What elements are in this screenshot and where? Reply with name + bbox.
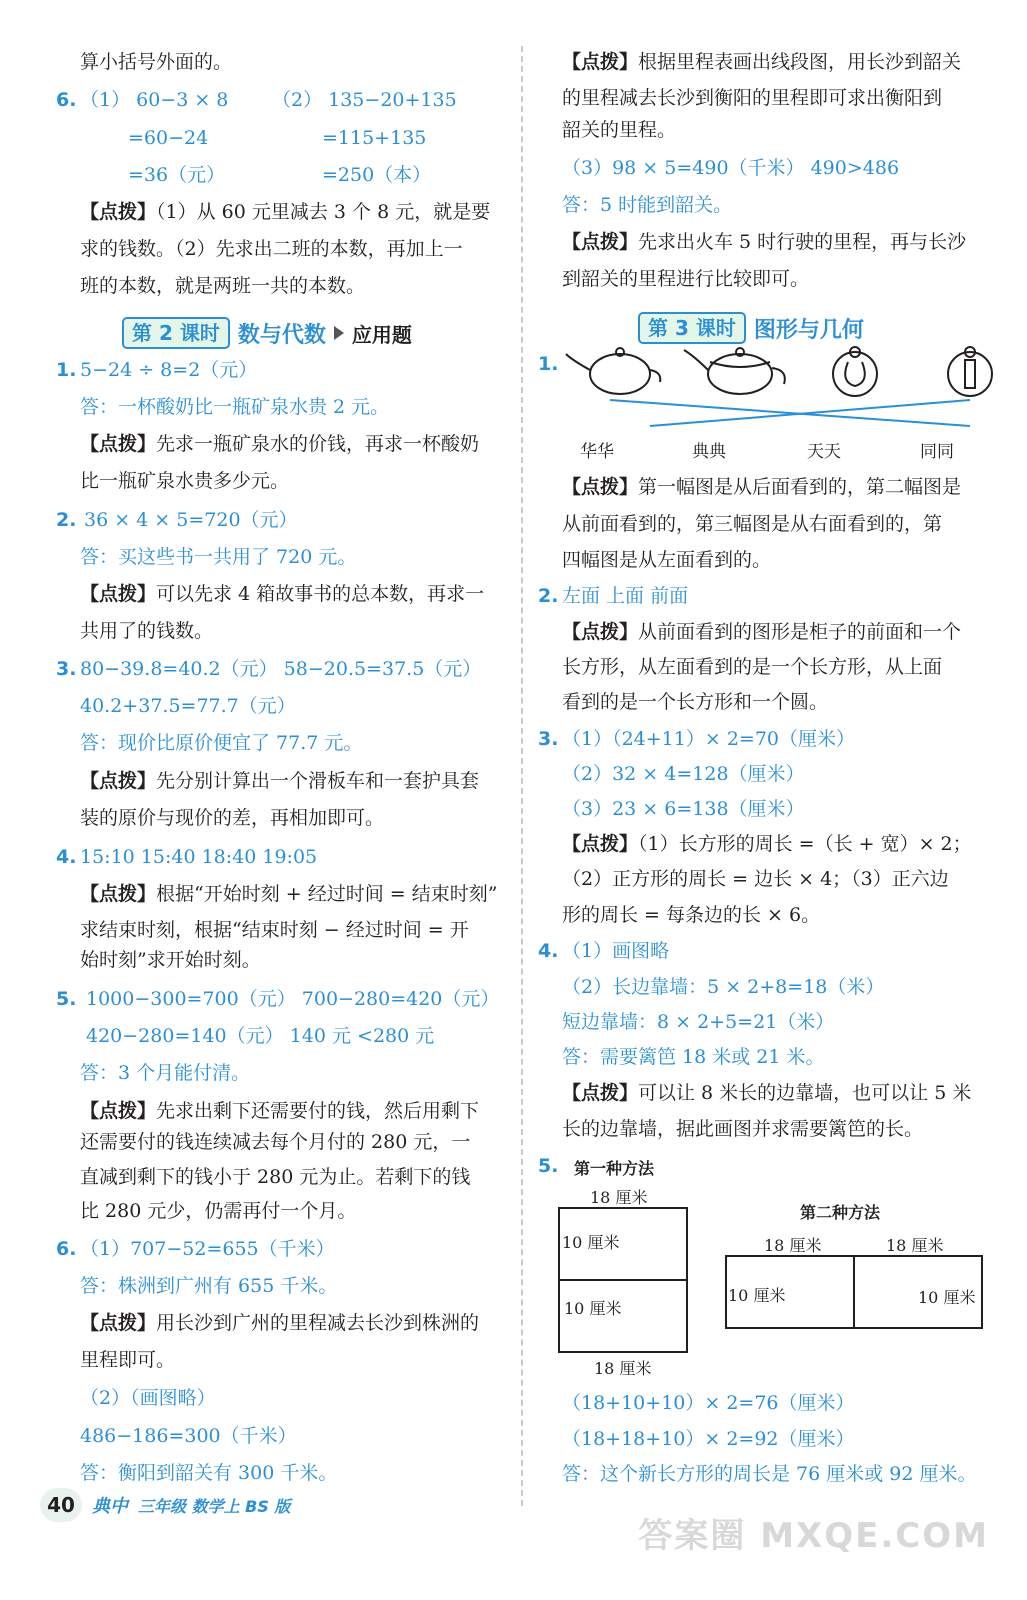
tip-text: 先求出火车 5 时行驶的里程，再与长沙 (638, 231, 967, 253)
section-subtitle: 应用题 (351, 322, 412, 347)
tip-text: 先分别计算出一个滑板车和一套护具套 (156, 770, 480, 792)
tip-label: 【点拨】 (562, 51, 639, 73)
tip-line: 里程即可。 (80, 1349, 176, 1371)
tip-label: 【点拨】 (562, 833, 639, 855)
tip-line: 长方形，从左面看到的是一个长方形，从上面 (562, 656, 943, 678)
section-header (638, 311, 864, 345)
tip-line (562, 832, 972, 856)
answer: 答：买这些书一共用了 720 元。 (80, 546, 357, 568)
equation: （18+10+10）× 2=76（厘米） (562, 1392, 855, 1414)
equation: 短边靠墙：8 × 2+5=21（米） (562, 1011, 835, 1033)
question-number: 4. (56, 846, 77, 868)
tip-line (562, 475, 961, 499)
child-name: 华华 (580, 442, 614, 462)
answer: 答：3 个月能付清。 (80, 1062, 251, 1084)
question-number: 4. (538, 940, 559, 962)
lesson-badge: 第 2 课时 (122, 317, 230, 349)
tip-label: 【点拨】 (80, 1100, 157, 1122)
equation: 420−280=140（元） 140 元 <280 元 (86, 1025, 435, 1047)
tip-line (80, 582, 484, 606)
equation: =60−24 (128, 127, 209, 149)
tip-label: 【点拨】 (80, 201, 157, 223)
section-title: 数与代数 (237, 322, 326, 348)
teapot-front-view-icon (684, 348, 785, 394)
question-number: 3. (56, 658, 77, 680)
tip-text: 先求一瓶矿泉水的价钱，再求一杯酸奶 (156, 433, 480, 455)
question-number: 5. (56, 988, 77, 1010)
tip-line: 比一瓶矿泉水贵多少元。 (80, 470, 290, 492)
tip-label: 【点拨】 (80, 583, 157, 605)
question-number: 3. (538, 728, 559, 750)
tip-text: 可以让 8 米长的边靠墙，也可以让 5 米 (638, 1082, 972, 1104)
section-title: 图形与几何 (753, 317, 864, 343)
answer: 答：衡阳到韶关有 300 千米。 (80, 1462, 338, 1484)
tip-label: 【点拨】 (562, 231, 639, 253)
teapot-back-view-icon (566, 348, 660, 394)
tip-line: 看到的是一个长方形和一个圆。 (562, 691, 829, 713)
dimension-label: 18 厘米 (590, 1188, 648, 1207)
equation: （2）长边靠墙：5 × 2+8=18（米） (562, 976, 885, 998)
section-header (122, 316, 412, 350)
question-number: 5. (538, 1155, 559, 1177)
tip-line: 形的周长 = 每条边的长 × 6。 (562, 904, 821, 926)
tip-text: （1）从 60 元里减去 3 个 8 元，就是要 (156, 201, 491, 223)
teapot-left-view-icon (948, 347, 992, 396)
tip-line (562, 1081, 971, 1105)
tip-line (80, 882, 497, 906)
triangle-right-icon (334, 326, 344, 340)
text-line: 算小括号外面的。 (80, 51, 233, 73)
tip-label: 【点拨】 (80, 1312, 157, 1334)
equation: 486−186=300（千米） (80, 1425, 297, 1447)
tip-label: 【点拨】 (562, 1082, 639, 1104)
equation: 40.2+37.5=77.7（元） (80, 695, 296, 717)
tip-text: 从前面看到的图形是柜子的前面和一个 (638, 621, 962, 643)
sub-answer: （2）（画图略） (80, 1387, 216, 1409)
tip-text: 第一幅图是从后面看到的，第二幅图是 (638, 476, 962, 498)
tip-line: 到韶关的里程进行比较即可。 (562, 268, 810, 290)
tip-label: 【点拨】 (80, 883, 157, 905)
dimension-label: 10 厘米 (564, 1299, 622, 1318)
equation: （2）32 × 4=128（厘米） (562, 763, 805, 785)
tip-line: 共用了的钱数。 (80, 620, 214, 642)
equation: （2） 135−20+135 (272, 89, 457, 111)
brand-logo: 典中 (92, 1496, 128, 1517)
answer: 左面 上面 前面 (562, 585, 689, 607)
answer: 答：一杯酸奶比一瓶矿泉水贵 2 元。 (80, 396, 390, 418)
tip-line: 求结束时刻，根据“结束时刻 − 经过时间 = 开 (80, 919, 469, 941)
answer: 答：株洲到广州有 655 千米。 (80, 1275, 338, 1297)
tip-label: 【点拨】 (562, 476, 639, 498)
teapot-views-figure (560, 342, 1000, 442)
question-number: 1. (538, 353, 559, 375)
dimension-label: 18 厘米 (594, 1359, 652, 1378)
tip-label: 【点拨】 (80, 433, 157, 455)
tip-text: 用长沙到广州的里程减去长沙到株洲的 (156, 1312, 480, 1334)
child-name: 同同 (920, 442, 954, 462)
equation: （18+18+10）× 2=92（厘米） (562, 1428, 855, 1450)
tip-line: 装的原价与现价的差，再相加即可。 (80, 807, 385, 829)
dimension-label: 18 厘米 (886, 1236, 944, 1255)
equation: 80−39.8=40.2（元） 58−20.5=37.5（元） (80, 658, 482, 680)
method-label: 第二种方法 (800, 1203, 881, 1222)
equation: （3）98 × 5=490（千米） 490>486 (562, 157, 900, 179)
equation: 36 × 4 × 5=720（元） (84, 509, 298, 531)
equation: （1）（24+11）× 2=70（厘米） (562, 728, 856, 750)
tip-label: 【点拨】 (562, 621, 639, 643)
watermark: 答案圈 MXQE.COM (638, 1516, 989, 1556)
equation: 5−24 ÷ 8=2（元） (80, 359, 258, 381)
question-number: 1. (56, 359, 77, 381)
tip-text: 先求出剩下还需要付的钱，然后用剩下 (156, 1100, 480, 1122)
page-footer (40, 1488, 290, 1522)
child-name: 典典 (692, 442, 726, 462)
dimension-label: 10 厘米 (728, 1286, 786, 1305)
equation: 1000−300=700（元） 700−280=420（元） (86, 988, 500, 1010)
tip-line: 直减到剩下的钱小于 280 元为止。若剩下的钱 (80, 1166, 471, 1188)
dimension-label: 10 厘米 (918, 1288, 976, 1307)
answer: 答：需要篱笆 18 米或 21 米。 (562, 1046, 825, 1068)
lesson-badge: 第 3 课时 (638, 312, 746, 344)
question-number: 6. (56, 1238, 77, 1260)
tip-line: 从前面看到的，第三幅图是从右面看到的，第 (562, 513, 943, 535)
tip-label: 【点拨】 (80, 770, 157, 792)
tip-line: 韶关的里程。 (562, 119, 677, 141)
tip-text: 根据“开始时刻 + 经过时间 = 结束时刻” (156, 883, 498, 905)
tip-line (80, 432, 479, 456)
tip-line: 求的钱数。（2）先求出二班的本数，再加上一 (80, 238, 463, 260)
equation: （1） 60−3 × 8 (80, 89, 229, 111)
tip-text: 可以先求 4 箱故事书的总本数，再求一 (156, 583, 485, 605)
question-number: 2. (538, 585, 559, 607)
answer: 答：这个新长方形的周长是 76 厘米或 92 厘米。 (562, 1463, 977, 1485)
question-number: 2. (56, 509, 77, 531)
tip-line: 的里程减去长沙到衡阳的里程即可求出衡阳到 (562, 87, 943, 109)
method-label: 第一种方法 (574, 1159, 655, 1178)
equation: =250（本） (322, 164, 432, 186)
column-divider (521, 46, 523, 1506)
tip-line: 始时刻”求开始时刻。 (80, 949, 261, 971)
tip-text: 根据里程表画出线段图，用长沙到韶关 (638, 51, 962, 73)
equation: =115+135 (322, 127, 427, 149)
dimension-label: 18 厘米 (764, 1236, 822, 1255)
tip-line: 班的本数，就是两班一共的本数。 (80, 275, 366, 297)
tip-line (80, 769, 479, 793)
question-number: 6. (56, 89, 77, 111)
answer: 答：现价比原价便宜了 77.7 元。 (80, 732, 363, 754)
equation: 15:10 15:40 18:40 19:05 (80, 846, 318, 868)
tip-text: （1）长方形的周长 =（长 + 宽）× 2； (638, 833, 972, 855)
tip-line (80, 200, 490, 224)
equation: =36（元） (128, 164, 226, 186)
tip-line (562, 620, 961, 644)
tip-line: 长的边靠墙，据此画图并求需要篱笆的长。 (562, 1118, 924, 1140)
tip-line (562, 230, 966, 254)
tip-line (80, 1311, 479, 1335)
equation: （3）23 × 6=138（厘米） (562, 798, 805, 820)
equation: （1）707−52=655（千米） (80, 1238, 335, 1260)
tip-line: （2）正方形的周长 = 边长 × 4；（3）正六边 (562, 868, 949, 890)
answer: 答：5 时能到韶关。 (562, 194, 733, 216)
sub-answer: （1）画图略 (562, 940, 670, 962)
tip-line: 四幅图是从左面看到的。 (562, 549, 772, 571)
page-number: 40 (40, 1488, 82, 1522)
series-label: 三年级 数学上 BS 版 (138, 1496, 291, 1516)
tip-line (80, 1099, 479, 1123)
dimension-label: 10 厘米 (562, 1233, 620, 1252)
tip-line: 还需要付的钱连续减去每个月付的 280 元，一 (80, 1131, 471, 1153)
tip-line: 比 280 元少，仍需再付一个月。 (80, 1200, 357, 1222)
tip-line (562, 50, 961, 74)
child-name: 天天 (807, 442, 841, 462)
teapot-right-view-icon (833, 347, 877, 396)
